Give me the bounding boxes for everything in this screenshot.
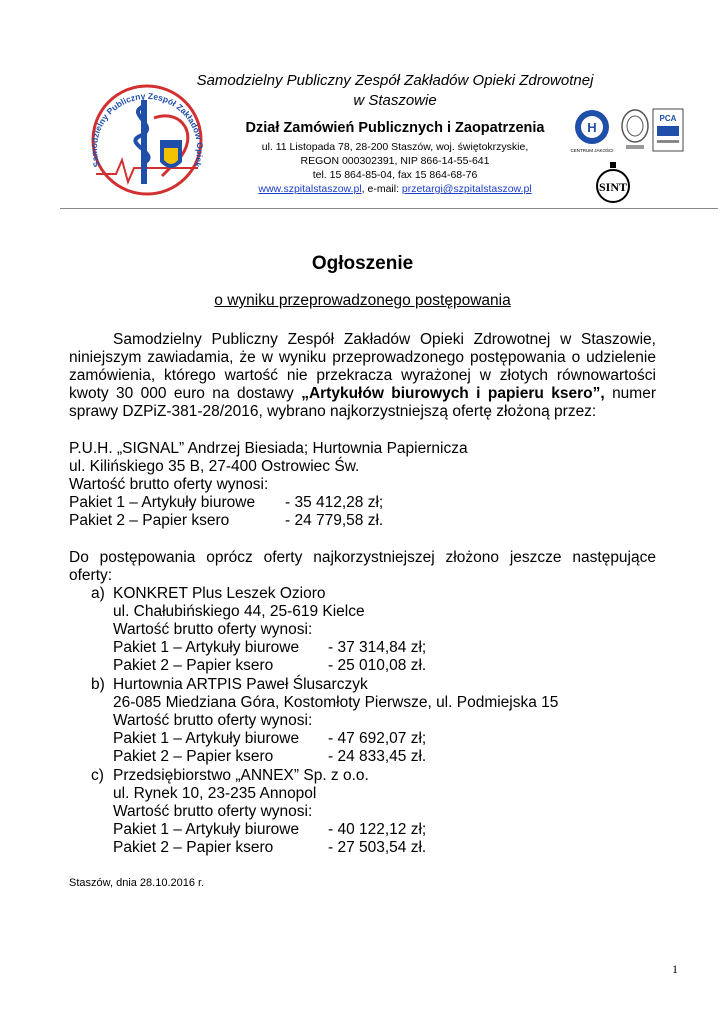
- offer-a-package1-label: Pakiet 1 – Artykuły biurowe: [113, 639, 300, 656]
- page-number: 1: [672, 962, 678, 976]
- offer-c-name: Przedsiębiorstwo „ANNEX” Sp. z o.o.: [113, 767, 369, 784]
- intro-paragraph: [69, 331, 656, 421]
- intro-line5: sprawy DZPiZ-381-28/2016, wybrano najkorzystniejszą ofertę złożoną przez:: [69, 403, 597, 420]
- offer-c-package2-label: Pakiet 2 – Papier ksero: [113, 839, 274, 856]
- cert1-label: CENTRUM JAKOŚCI: [570, 148, 614, 153]
- department-name: Dział Zamówień Publicznych i Zaopatrzenia: [245, 120, 545, 136]
- winner-package2-label: Pakiet 2 – Papier ksero: [69, 512, 230, 529]
- offer-b-name: Hurtownia ARTPIS Paweł Ślusarczyk: [113, 676, 368, 693]
- offer-c-package1-value: - 40 122,12 zł;: [328, 821, 427, 838]
- intro-line4: [69, 385, 656, 403]
- others-intro-line2: oferty:: [69, 567, 113, 584]
- winner-package2-value: - 24 779,58 zł.: [285, 512, 384, 529]
- offer-b-marker: b): [91, 676, 105, 693]
- sint-badge: [594, 160, 632, 204]
- contact-line: [205, 182, 585, 196]
- page-subtitle: o wyniku przeprowadzonego postępowania: [214, 292, 511, 309]
- offer-b-package1-label: Pakiet 1 – Artykuły biurowe: [113, 730, 300, 747]
- phone-line: tel. 15 864-85-04, fax 15 864-68-76: [312, 169, 478, 181]
- offer-b-package1-value: - 47 692,07 zł;: [328, 730, 427, 747]
- offer-c-marker: c): [91, 767, 104, 784]
- logo-ring-text: Samodzielny Publiczny Zespół Zakładów Opiek: [88, 90, 206, 169]
- org-name-line2: w Staszowie: [353, 92, 437, 109]
- org-name-line1: Samodzielny Publiczny Zespół Zakładów Opieki Zdrowotnej: [196, 72, 594, 89]
- winner-package1-value: - 35 412,28 zł;: [285, 494, 384, 511]
- winner-name: P.U.H. „SIGNAL” Andrzej Biesiada; Hurtownia Papiernicza: [69, 440, 468, 457]
- intro-line1: Samodzielny Publiczny Zespół Zakładów Opieki Zdrowotnej w Staszowie,: [113, 331, 656, 348]
- intro-line4-start: kwoty 30 000 euro na dostawy: [69, 385, 302, 402]
- quality-cert-badge: [568, 106, 616, 154]
- offer-b-package2-value: - 24 833,45 zł.: [328, 748, 427, 765]
- date-place: Staszów, dnia 28.10.2016 r.: [69, 877, 205, 889]
- website-link[interactable]: www.szpitalstaszow.pl: [258, 183, 362, 195]
- intro-line4-end: numer: [604, 385, 656, 402]
- offer-a-value-label: Wartość brutto oferty wynosi:: [113, 621, 313, 638]
- winner-package1-label: Pakiet 1 – Artykuły biurowe: [69, 494, 256, 511]
- offer-a-package1-value: - 37 314,84 zł;: [328, 639, 427, 656]
- winner-value-label: Wartość brutto oferty wynosi:: [69, 476, 269, 493]
- header-divider: [60, 208, 718, 209]
- intro-line3: zamówienia, którego wartość nie przekracza wyrażonej w złotych równowartości: [69, 367, 656, 384]
- others-intro-line1: Do postępowania oprócz oferty najkorzystniejszej złożono jeszcze następujące: [69, 549, 656, 566]
- offer-c-package1-label: Pakiet 1 – Artykuły biurowe: [113, 821, 300, 838]
- offer-a-package2-value: - 25 010,08 zł.: [328, 657, 427, 674]
- offer-c-value-label: Wartość brutto oferty wynosi:: [113, 803, 313, 820]
- address-line: ul. 11 Listopada 78, 28-200 Staszów, woj. świętokrzyskie,: [261, 141, 529, 153]
- winner-address: ul. Kilińskiego 35 B, 27-400 Ostrowiec Św.: [69, 458, 360, 475]
- offer-b-value-label: Wartość brutto oferty wynosi:: [113, 712, 313, 729]
- intro-line2: niniejszym zawiadamia, że w wyniku przeprowadzonego postępowania o udzielenie: [69, 349, 656, 366]
- offer-c-package2-value: - 27 503,54 zł.: [328, 839, 427, 856]
- offer-a-address: ul. Chałubińskiego 44, 25-619 Kielce: [113, 603, 365, 620]
- others-intro: [69, 549, 656, 585]
- offer-a-marker: a): [91, 585, 105, 602]
- seal-badge: [620, 108, 650, 152]
- regon-line: REGON 000302391, NIP 866-14-55-641: [300, 155, 490, 167]
- email-link[interactable]: przetargi@szpitalstaszow.pl: [401, 183, 532, 195]
- cert3-label: SINT: [598, 180, 628, 194]
- offer-b-address: 26-085 Miedziana Góra, Kostomłoty Pierwsze, ul. Podmiejska 15: [113, 694, 559, 711]
- offer-a-package2-label: Pakiet 2 – Papier ksero: [113, 657, 274, 674]
- order-subject: „Artykułów biurowych i papieru ksero”,: [301, 385, 605, 402]
- offer-c-address: ul. Rynek 10, 23-235 Annopol: [113, 785, 317, 802]
- svg-text:H: H: [587, 120, 597, 135]
- offer-b-package2-label: Pakiet 2 – Papier ksero: [113, 748, 274, 765]
- offer-a-name: KONKRET Plus Leszek Ozioro: [113, 585, 326, 602]
- pca-badge: [652, 108, 684, 152]
- email-label: , e-mail:: [361, 183, 402, 195]
- cert2-label: PCA: [659, 114, 677, 123]
- page-title: Ogłoszenie: [311, 253, 414, 274]
